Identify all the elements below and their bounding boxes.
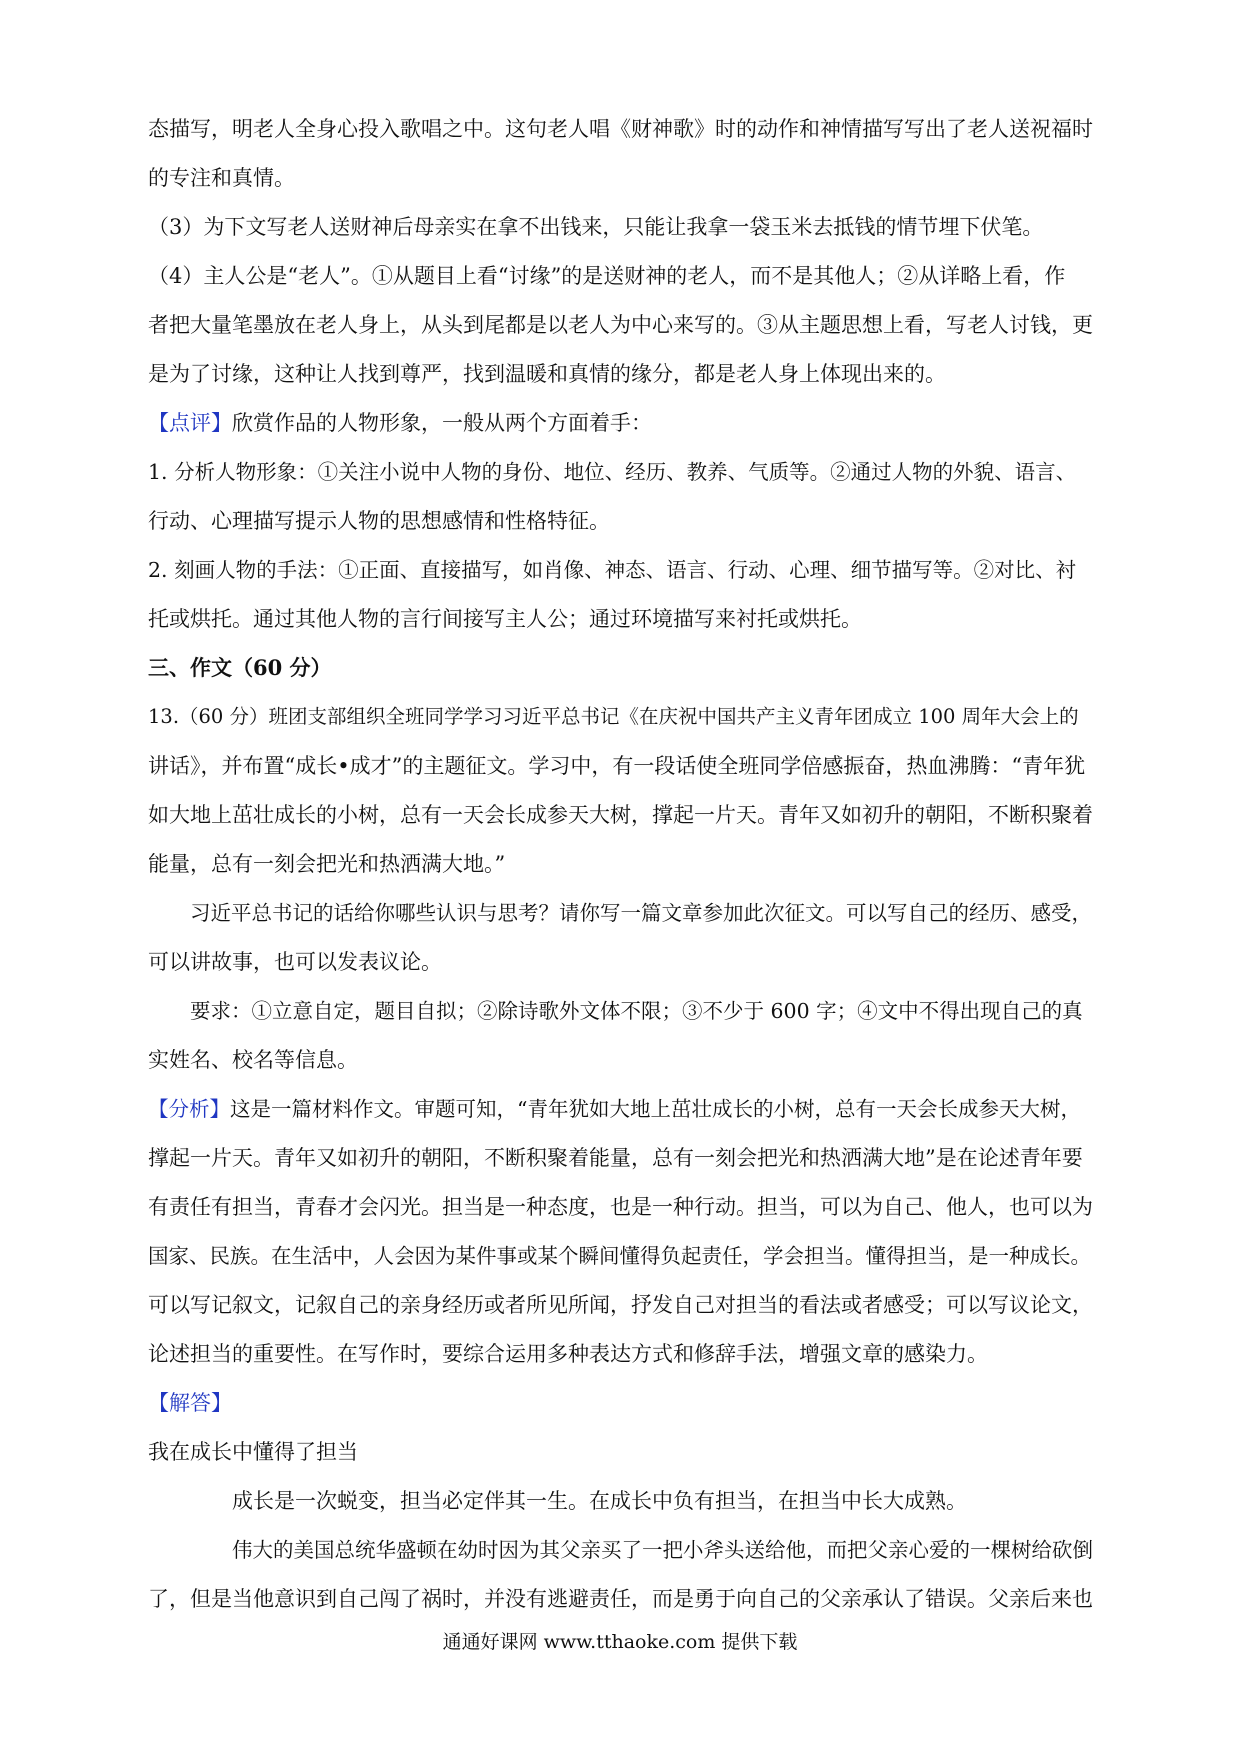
analysis-line-2: 撑起一片天。青年又如初升的朝阳，不断积聚着能量，总有一刻会把光和热洒满大地”是在论述青年要 (148, 1146, 1083, 1170)
comment-paragraph (148, 408, 652, 438)
q4-analysis-line-1: 态描写，明老人全身心投入歌唱之中。这句老人唱《财神歌》时的动作和神情描写写出了老人送祝福时 (148, 117, 1093, 141)
question-13-requirements-line-2: 实姓名、校名等信息。 (148, 1048, 358, 1072)
question-13-line-5: 习近平总书记的话给你哪些认识与思考？请你写一篇文章参加此次征文。可以写自己的经历、感受， (190, 901, 1092, 925)
section-title: 三、作文（60 分） (148, 655, 332, 680)
analysis-line-6: 论述担当的重要性。在写作时，要综合运用多种表达方式和修辞手法，增强文章的感染力。 (148, 1342, 988, 1366)
analysis-paragraph-line-1 (148, 1094, 1081, 1124)
comment-text: 欣赏作品的人物形象，一般从两个方面着手： (232, 411, 652, 435)
analysis-text-1: 这是一篇材料作文。审题可知，“青年犹如大地上茁壮成长的小树，总有一天会长成参天大树， (230, 1097, 1081, 1121)
essay-paragraph-2-line-1: 伟大的美国总统华盛顿在幼时因为其父亲买了一把小斧头送给他，而把父亲心爱的一棵树给砍倒 (232, 1538, 1093, 1562)
analysis-line-4: 国家、民族。在生活中，人会因为某件事或某个瞬间懂得负起责任，学会担当。懂得担当，是一种成长。 (148, 1244, 1091, 1268)
question-13-line-2: 讲话》，并布置“成长•成才”的主题征文。学习中，有一段话使全班同学倍感振奋，热血沸腾：“青年犹 (148, 754, 1086, 778)
comment-point-2-line-1: 2. 刻画人物的手法：①正面、直接描写，如肖像、神态、语言、行动、心理、细节描写等。②对比、衬 (148, 558, 1077, 582)
comment-point-2-line-2: 托或烘托。通过其他人物的言行间接写主人公；通过环境描写来衬托或烘托。 (148, 607, 862, 631)
analysis-tag: 【分析】 (148, 1097, 230, 1121)
question-13-line-3: 如大地上茁壮成长的小树，总有一天会长成参天大树，撑起一片天。青年又如初升的朝阳，不断积聚着 (148, 803, 1093, 827)
question-13-requirements-line-1: 要求：①立意自定，题目自拟；②除诗歌外文体不限；③不少于 600 字；④文中不得出现自己的真 (190, 999, 1083, 1023)
essay-paragraph-2-line-2: 了，但是当他意识到自己闯了祸时，并没有逃避责任，而是勇于向自己的父亲承认了错误。父亲后来也 (148, 1587, 1093, 1611)
question-13-line-6: 可以讲故事，也可以发表议论。 (148, 950, 442, 974)
comment-tag: 【点评】 (148, 411, 232, 435)
essay-paragraph-1: 成长是一次蜕变，担当必定伴其一生。在成长中负有担当，在担当中长大成熟。 (232, 1489, 967, 1513)
answer-4-line-1: （4）主人公是“老人”。①从题目上看“讨缘”的是送财神的老人，而不是其他人；②从详略上看，作 (148, 264, 1066, 288)
answer-3: （3）为下文写老人送财神后母亲实在拿不出钱来，只能让我拿一袋玉米去抵钱的情节埋下伏笔。 (148, 215, 1044, 239)
analysis-line-3: 有责任有担当，青春才会闪光。担当是一种态度，也是一种行动。担当，可以为自己、他人，也可以为 (148, 1195, 1093, 1219)
essay-title: 我在成长中懂得了担当 (148, 1440, 358, 1464)
page-footer: 通通好课网 www.tthaoke.com 提供下载 (442, 1631, 798, 1653)
analysis-line-5: 可以写记叙文，记叙自己的亲身经历或者所见所闻，抒发自己对担当的看法或者感受；可以写议论文， (148, 1293, 1093, 1317)
q4-analysis-line-2: 的专注和真情。 (148, 166, 295, 190)
comment-point-1-line-1: 1. 分析人物形象：①关注小说中人物的身份、地位、经历、教养、气质等。②通过人物的外貌、语言、 (148, 460, 1077, 484)
answer-4-line-2: 者把大量笔墨放在老人身上，从头到尾都是以老人为中心来写的。③从主题思想上看，写老人讨钱，更 (148, 313, 1093, 337)
question-13-line-4: 能量，总有一刻会把光和热洒满大地。” (148, 852, 506, 876)
comment-point-1-line-2: 行动、心理描写提示人物的思想感情和性格特征。 (148, 509, 610, 533)
answer-4-line-3: 是为了讨缘，这种让人找到尊严，找到温暖和真情的缘分，都是老人身上体现出来的。 (148, 362, 946, 386)
question-13-line-1: 13.（60 分）班团支部组织全班同学学习习近平总书记《在庆祝中国共产主义青年团成立 100 周年大会上的 (148, 705, 1079, 728)
answer-tag: 【解答】 (148, 1391, 232, 1415)
